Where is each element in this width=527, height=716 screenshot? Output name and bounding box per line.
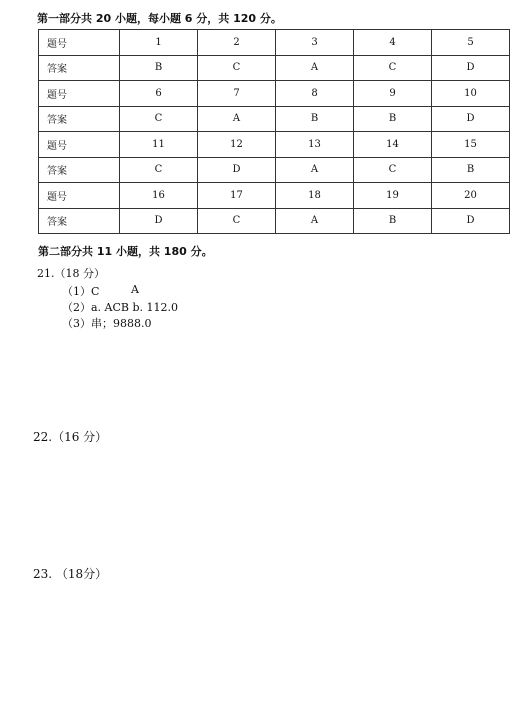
table-cell: D bbox=[198, 157, 276, 183]
table-cell: 14 bbox=[354, 132, 432, 158]
question-number-row bbox=[39, 183, 510, 209]
table-cell: A bbox=[198, 106, 276, 132]
table-cell: C bbox=[120, 106, 198, 132]
q21-part1-answer: A bbox=[131, 283, 139, 296]
row-label: 题号 bbox=[39, 183, 120, 209]
table-cell: 5 bbox=[432, 30, 510, 56]
part1-heading: 第一部分共 20 小题，每小题 6 分，共 120 分。 bbox=[37, 12, 282, 25]
table-cell: 4 bbox=[354, 30, 432, 56]
table-cell: 16 bbox=[120, 183, 198, 209]
row-label: 答案 bbox=[39, 157, 120, 183]
table-cell: C bbox=[198, 55, 276, 81]
table-cell: 8 bbox=[276, 81, 354, 107]
table-cell: 6 bbox=[120, 81, 198, 107]
q22-title: 22.（16 分） bbox=[33, 430, 108, 444]
table-cell: B bbox=[354, 106, 432, 132]
table-cell: 18 bbox=[276, 183, 354, 209]
table-cell: 10 bbox=[432, 81, 510, 107]
answer-table bbox=[38, 29, 510, 234]
q21-title: 21.（18 分） bbox=[37, 267, 105, 280]
table-cell: A bbox=[276, 208, 354, 234]
table-cell: D bbox=[120, 208, 198, 234]
row-label: 题号 bbox=[39, 81, 120, 107]
table-cell: 1 bbox=[120, 30, 198, 56]
table-cell: 9 bbox=[354, 81, 432, 107]
table-cell: 17 bbox=[198, 183, 276, 209]
question-number-row bbox=[39, 30, 510, 56]
table-cell: 11 bbox=[120, 132, 198, 158]
question-number-row bbox=[39, 81, 510, 107]
question-number-row bbox=[39, 132, 510, 158]
table-cell: 7 bbox=[198, 81, 276, 107]
table-cell: 13 bbox=[276, 132, 354, 158]
table-cell: B bbox=[432, 157, 510, 183]
q21-part2: （2）a. ACB b. 112.0 bbox=[62, 301, 179, 314]
answer-row bbox=[39, 157, 510, 183]
table-cell: 20 bbox=[432, 183, 510, 209]
table-cell: 19 bbox=[354, 183, 432, 209]
table-cell: B bbox=[120, 55, 198, 81]
table-cell: C bbox=[354, 157, 432, 183]
table-cell: 3 bbox=[276, 30, 354, 56]
table-cell: B bbox=[276, 106, 354, 132]
answer-row bbox=[39, 208, 510, 234]
row-label: 答案 bbox=[39, 55, 120, 81]
q23-title: 23. （18分） bbox=[33, 567, 108, 581]
row-label: 题号 bbox=[39, 30, 120, 56]
table-cell: 12 bbox=[198, 132, 276, 158]
answer-row bbox=[39, 55, 510, 81]
table-cell: C bbox=[120, 157, 198, 183]
table-cell: C bbox=[354, 55, 432, 81]
table-cell: A bbox=[276, 157, 354, 183]
q21-part3: （3）串；9888.0 bbox=[62, 317, 152, 330]
table-cell: D bbox=[432, 208, 510, 234]
table-cell: B bbox=[354, 208, 432, 234]
answer-row bbox=[39, 106, 510, 132]
table-cell: 2 bbox=[198, 30, 276, 56]
row-label: 答案 bbox=[39, 106, 120, 132]
table-cell: D bbox=[432, 55, 510, 81]
row-label: 答案 bbox=[39, 208, 120, 234]
part2-heading: 第二部分共 11 小题，共 180 分。 bbox=[38, 245, 213, 258]
table-cell: C bbox=[198, 208, 276, 234]
table-cell: D bbox=[432, 106, 510, 132]
table-cell: A bbox=[276, 55, 354, 81]
table-cell: 15 bbox=[432, 132, 510, 158]
row-label: 题号 bbox=[39, 132, 120, 158]
q21-part1-label: （1）C bbox=[62, 285, 100, 298]
